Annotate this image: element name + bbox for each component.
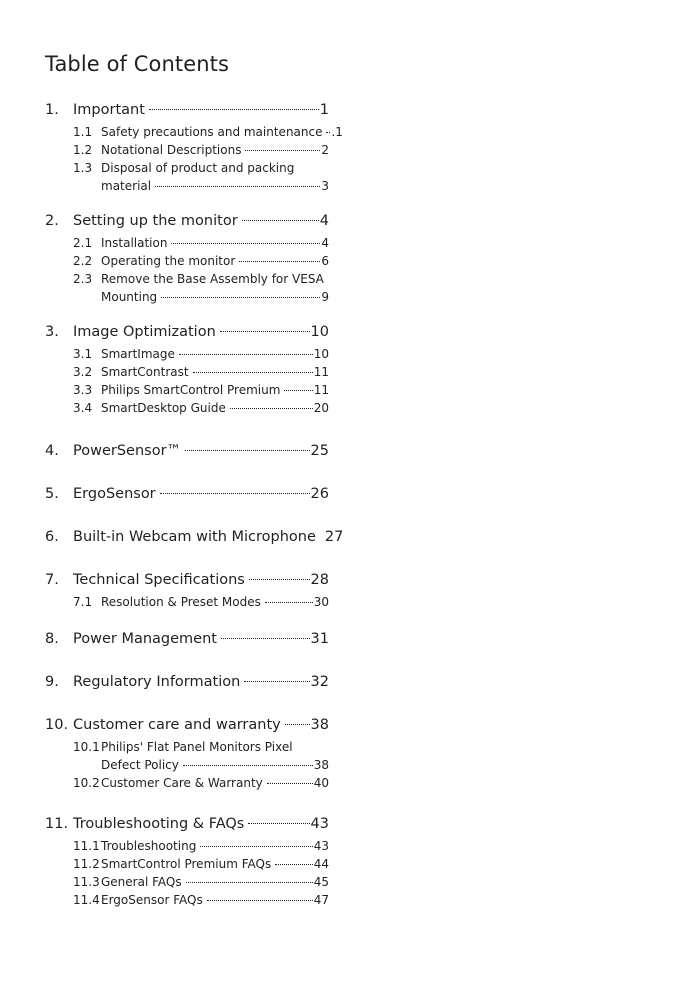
toc-subentry-page: 40 [313,776,329,790]
toc-entry[interactable] [45,715,329,736]
dot-leader [207,900,313,901]
dot-leader [284,390,312,391]
dot-leader [248,823,309,824]
toc-subentry-title: SmartImage [101,347,175,361]
toc-subentry-page: 9 [321,290,329,304]
toc-entry-title: PowerSensor™ [73,443,182,459]
toc-entry-page: 27 [324,529,344,545]
toc-subentry-page: 4 [321,236,329,250]
dot-leader [155,186,320,187]
toc-entry-number: 3. [45,324,59,340]
toc-subentry-title: Notational Descriptions [101,143,242,157]
toc-subentry-number: 11.3 [73,875,100,889]
toc-subentry-title: Disposal of product and packing [101,161,295,175]
toc-entry-title: Technical Specifications [73,572,245,588]
toc-subsection-list [73,738,329,792]
toc-section [45,527,344,548]
toc-section [45,672,329,693]
toc-subentry-page: 45 [313,875,329,889]
toc-subentry-line [73,177,329,195]
toc-subentry-number: 11.1 [73,839,100,853]
toc-subentry[interactable] [73,270,329,306]
toc-entry-title: Regulatory Information [73,674,241,690]
toc-entry-title: Important [73,102,145,118]
page-title: Table of Contents [45,52,230,76]
toc-subentry-page: 11 [313,383,329,397]
toc-entry[interactable] [45,527,344,548]
toc-subentry-number: 7.1 [73,595,93,609]
toc-subentry-number: 10.1 [73,740,100,754]
toc-subentry-title: ErgoSensor FAQs [101,893,203,907]
toc-entry-page: 28 [310,572,329,588]
toc-entry-title: Setting up the monitor [73,213,238,229]
dot-leader [242,220,319,221]
toc-subentry-page: 30 [313,595,329,609]
toc-entry[interactable] [45,629,329,650]
dot-leader [185,450,310,451]
toc-entry[interactable] [45,672,329,693]
toc-subentry[interactable] [73,123,343,141]
dot-leader [249,579,310,580]
toc-subsection-list [73,593,329,611]
toc-subentry-title: SmartControl Premium FAQs [101,857,272,871]
dot-leader [239,261,320,262]
toc-section [45,629,329,650]
toc-subentry-title: SmartContrast [101,365,189,379]
toc-entry-page: 26 [310,486,329,502]
toc-entry-number: 7. [45,572,59,588]
toc-subentry[interactable] [73,593,329,611]
toc-entry[interactable] [45,814,329,835]
toc-subentry-number: 1.1 [73,125,93,139]
toc-subentry-number: 3.1 [73,347,93,361]
toc-entry-number: 10. [45,717,69,733]
toc-subsection-list [73,837,329,909]
toc-subentry[interactable] [73,363,329,381]
toc-subsection-list [73,345,329,417]
toc-subentry-line [73,270,329,288]
dot-leader [200,846,312,847]
toc-subentry-page: 6 [321,254,329,268]
toc-subentry[interactable] [73,381,329,399]
dot-leader [244,681,309,682]
toc-subentry-number: 10.2 [73,776,100,790]
toc-entry-title: Built-in Webcam with Microphone [73,529,316,545]
toc-section [45,441,329,462]
toc-subentry[interactable] [73,873,329,891]
dot-leader [186,882,313,883]
toc-subentry-number: 3.2 [73,365,93,379]
toc-subentry[interactable] [73,399,329,417]
toc-subsection-list [73,123,343,195]
toc-subentry-title-cont: Mounting [101,290,158,304]
toc-entry[interactable] [45,211,329,232]
toc-section [45,715,329,792]
toc-subentry-line [73,738,329,756]
toc-subentry-number: 1.2 [73,143,93,157]
dot-leader [326,132,330,133]
toc-entry-number: 8. [45,631,59,647]
table-of-contents [45,100,344,909]
toc-entry-page: 32 [310,674,329,690]
toc-subentry-page: 43 [313,839,329,853]
toc-subentry-page: .1 [331,125,343,139]
toc-entry-number: 5. [45,486,59,502]
toc-subentry[interactable] [73,141,329,159]
toc-subentry-title: Philips' Flat Panel Monitors Pixel [101,740,293,754]
toc-subentry-title: Installation [101,236,168,250]
toc-subentry-line [73,756,329,774]
toc-subsection-list [73,234,329,306]
dot-leader [285,724,310,725]
toc-subentry-number: 11.4 [73,893,100,907]
toc-subentry[interactable] [73,234,329,252]
toc-subentry-title-cont: material [101,179,152,193]
dot-leader [267,783,313,784]
toc-entry[interactable] [45,570,329,591]
toc-section [45,814,329,909]
toc-subentry-page: 44 [313,857,329,871]
toc-subentry[interactable] [73,345,329,363]
toc-subentry-number: 11.2 [73,857,100,871]
dot-leader [179,354,313,355]
toc-section [45,484,329,505]
toc-subentry-page: 3 [321,179,329,193]
dot-leader [193,372,313,373]
toc-subentry-title-cont: Defect Policy [101,758,179,772]
toc-subentry-title: Customer Care & Warranty [101,776,263,790]
toc-subentry-title: Resolution & Preset Modes [101,595,261,609]
toc-entry[interactable] [45,322,329,343]
toc-subentry-title: Philips SmartControl Premium [101,383,281,397]
toc-entry-page: 43 [310,816,329,832]
dot-leader [230,408,313,409]
dot-leader [149,109,319,110]
toc-subentry-number: 3.4 [73,401,93,415]
dot-leader [275,864,313,865]
toc-section [45,211,329,306]
toc-entry-page: 38 [310,717,329,733]
toc-subentry[interactable] [73,837,329,855]
toc-subentry-title: Troubleshooting [101,839,197,853]
toc-subentry-page: 2 [321,143,329,157]
toc-entry-number: 4. [45,443,59,459]
toc-entry-page: 25 [310,443,329,459]
toc-subentry-title: General FAQs [101,875,182,889]
toc-section [45,100,343,195]
toc-section [45,322,329,417]
toc-subentry-page: 47 [313,893,329,907]
toc-subentry-line [73,159,329,177]
toc-subentry[interactable] [73,738,329,774]
toc-subentry-number: 3.3 [73,383,93,397]
toc-entry-number: 1. [45,102,59,118]
toc-entry-page: 1 [319,102,329,118]
toc-subentry-number: 2.2 [73,254,93,268]
dot-leader [183,765,313,766]
toc-entry-title: ErgoSensor [73,486,156,502]
toc-subentry[interactable] [73,855,329,873]
toc-entry[interactable] [45,484,329,505]
dot-leader [161,297,320,298]
toc-subentry-page: 38 [313,758,329,772]
toc-entry-title: Power Management [73,631,217,647]
toc-subentry-title: Safety precautions and maintenance [101,125,323,139]
toc-entry[interactable] [45,100,329,121]
toc-subentry-page: 20 [313,401,329,415]
dot-leader [160,493,310,494]
toc-subentry-title: SmartDesktop Guide [101,401,226,415]
dot-leader [171,243,320,244]
toc-subentry[interactable] [73,774,329,792]
toc-subentry-page: 10 [313,347,329,361]
toc-entry-title: Customer care and warranty [73,717,281,733]
toc-subentry[interactable] [73,891,329,909]
toc-subentry-page: 11 [313,365,329,379]
toc-subentry-number: 2.1 [73,236,93,250]
toc-entry[interactable] [45,441,329,462]
toc-subentry-number: 2.3 [73,272,93,286]
toc-subentry[interactable] [73,159,329,195]
toc-entry-number: 2. [45,213,59,229]
dot-leader [265,602,313,603]
toc-entry-page: 31 [310,631,329,647]
toc-subentry[interactable] [73,252,329,270]
toc-section [45,570,329,611]
dot-leader [245,150,320,151]
toc-entry-page: 10 [310,324,329,340]
toc-subentry-line [73,288,329,306]
dot-leader [220,331,310,332]
toc-entry-number: 9. [45,674,59,690]
toc-subentry-number: 1.3 [73,161,93,175]
toc-entry-number: 11. [45,816,69,832]
toc-entry-title: Troubleshooting & FAQs [73,816,245,832]
toc-subentry-title: Operating the monitor [101,254,236,268]
toc-entry-title: Image Optimization [73,324,216,340]
toc-entry-page: 4 [319,213,329,229]
toc-entry-number: 6. [45,529,59,545]
toc-subentry-title: Remove the Base Assembly for VESA [101,272,324,286]
dot-leader [221,638,310,639]
